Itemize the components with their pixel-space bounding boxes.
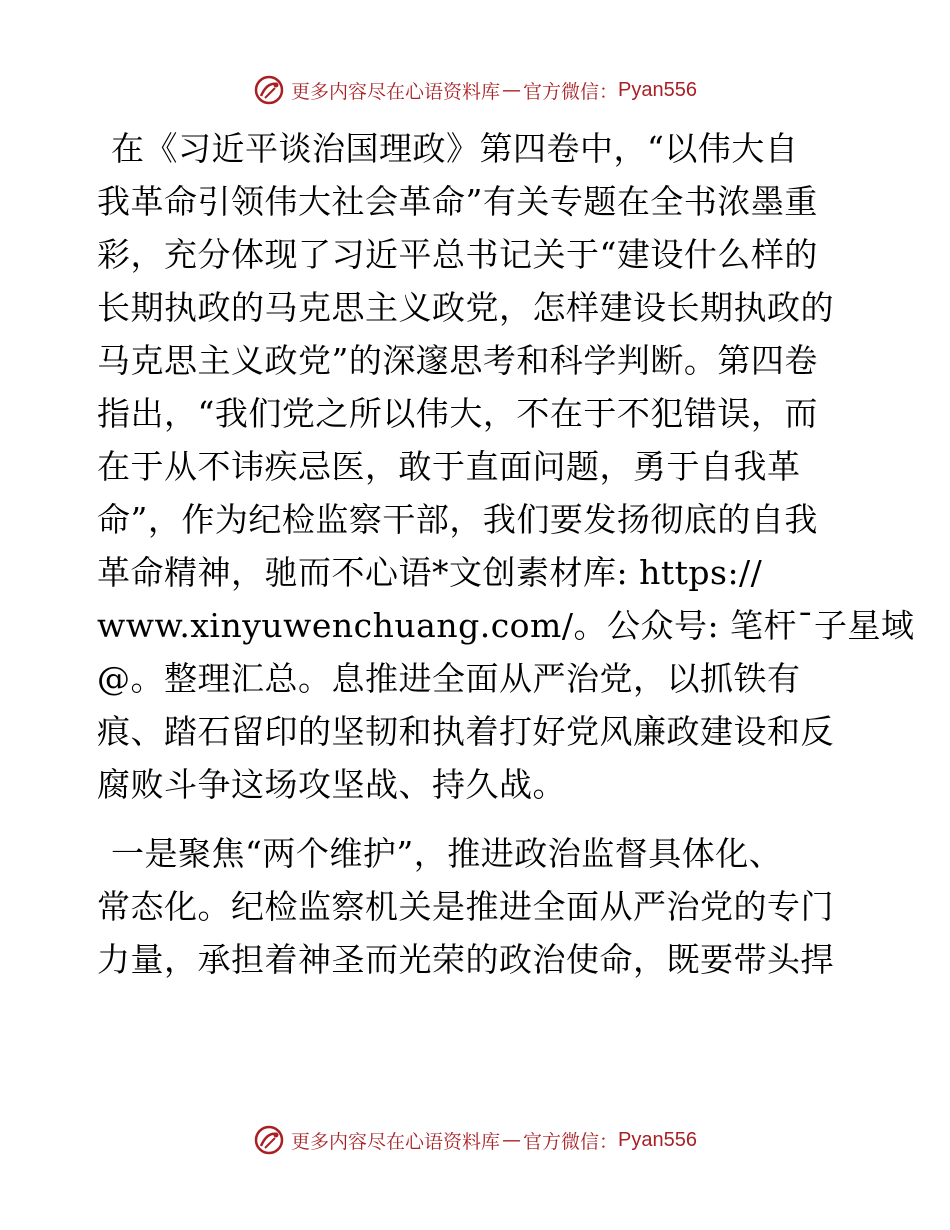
text-line: 我革命引领伟大社会革命”有关专题在全书浓墨重 xyxy=(97,182,818,221)
banner-separator: — xyxy=(502,1129,522,1151)
banner-wechat-id: Pyan556 xyxy=(618,1128,697,1151)
text-line: 在《习近平谈治国理政》第四卷中，“以伟大自 xyxy=(111,129,799,168)
banner-wechat-label: 官方微信： xyxy=(523,1130,619,1153)
text-line: 革命精神，驰而不心语*文创素材库: https:// xyxy=(97,553,763,592)
text-line: www.xinyuwenchuang.com/。公众号: 笔杆¯子星域 xyxy=(97,606,915,645)
banner-separator: — xyxy=(502,79,522,101)
banner-main-text: 更多内容尽在心语资料库 xyxy=(291,1130,501,1153)
text-line: 力量，承担着神圣而光荣的政治使命，既要带头捍 xyxy=(97,940,834,979)
text-line: 一是聚焦“两个维护”，推进政治监督具体化、 xyxy=(111,834,783,873)
paragraph-2 xyxy=(97,827,857,986)
banner-wechat-id: Pyan556 xyxy=(618,78,697,101)
header-banner xyxy=(0,70,950,110)
document-body xyxy=(97,122,915,1002)
text-line: 痕、踏石留印的坚韧和执着打好党风廉政建设和反 xyxy=(97,712,834,751)
text-line: 指出，“我们党之所以伟大，不在于不犯错误，而 xyxy=(97,394,818,433)
text-line: @。整理汇总。息推进全面从严治党，以抓铁有 xyxy=(97,659,801,698)
banner-main-text: 更多内容尽在心语资料库 xyxy=(291,80,501,103)
text-line: 彩，充分体现了习近平总书记关于“建设什么样的 xyxy=(97,235,818,274)
brand-logo-icon xyxy=(253,74,285,106)
text-line: 长期执政的马克思主义政党，怎样建设长期执政的 xyxy=(97,288,834,327)
footer-banner xyxy=(0,1120,950,1160)
text-line: 在于从不讳疾忌医，敢于直面问题，勇于自我革 xyxy=(97,447,801,486)
banner-wechat-label: 官方微信： xyxy=(523,80,619,103)
text-line: 常态化。纪检监察机关是推进全面从严治党的专门 xyxy=(97,887,834,926)
brand-logo-icon xyxy=(253,1124,285,1156)
paragraph-1 xyxy=(97,122,915,811)
text-line: 命”，作为纪检监察干部，我们要发扬彻底的自我 xyxy=(97,500,818,539)
text-line: 腐败斗争这场攻坚战、持久战。 xyxy=(97,765,566,804)
text-line: 马克思主义政党”的深邃思考和科学判断。第四卷 xyxy=(97,341,818,380)
